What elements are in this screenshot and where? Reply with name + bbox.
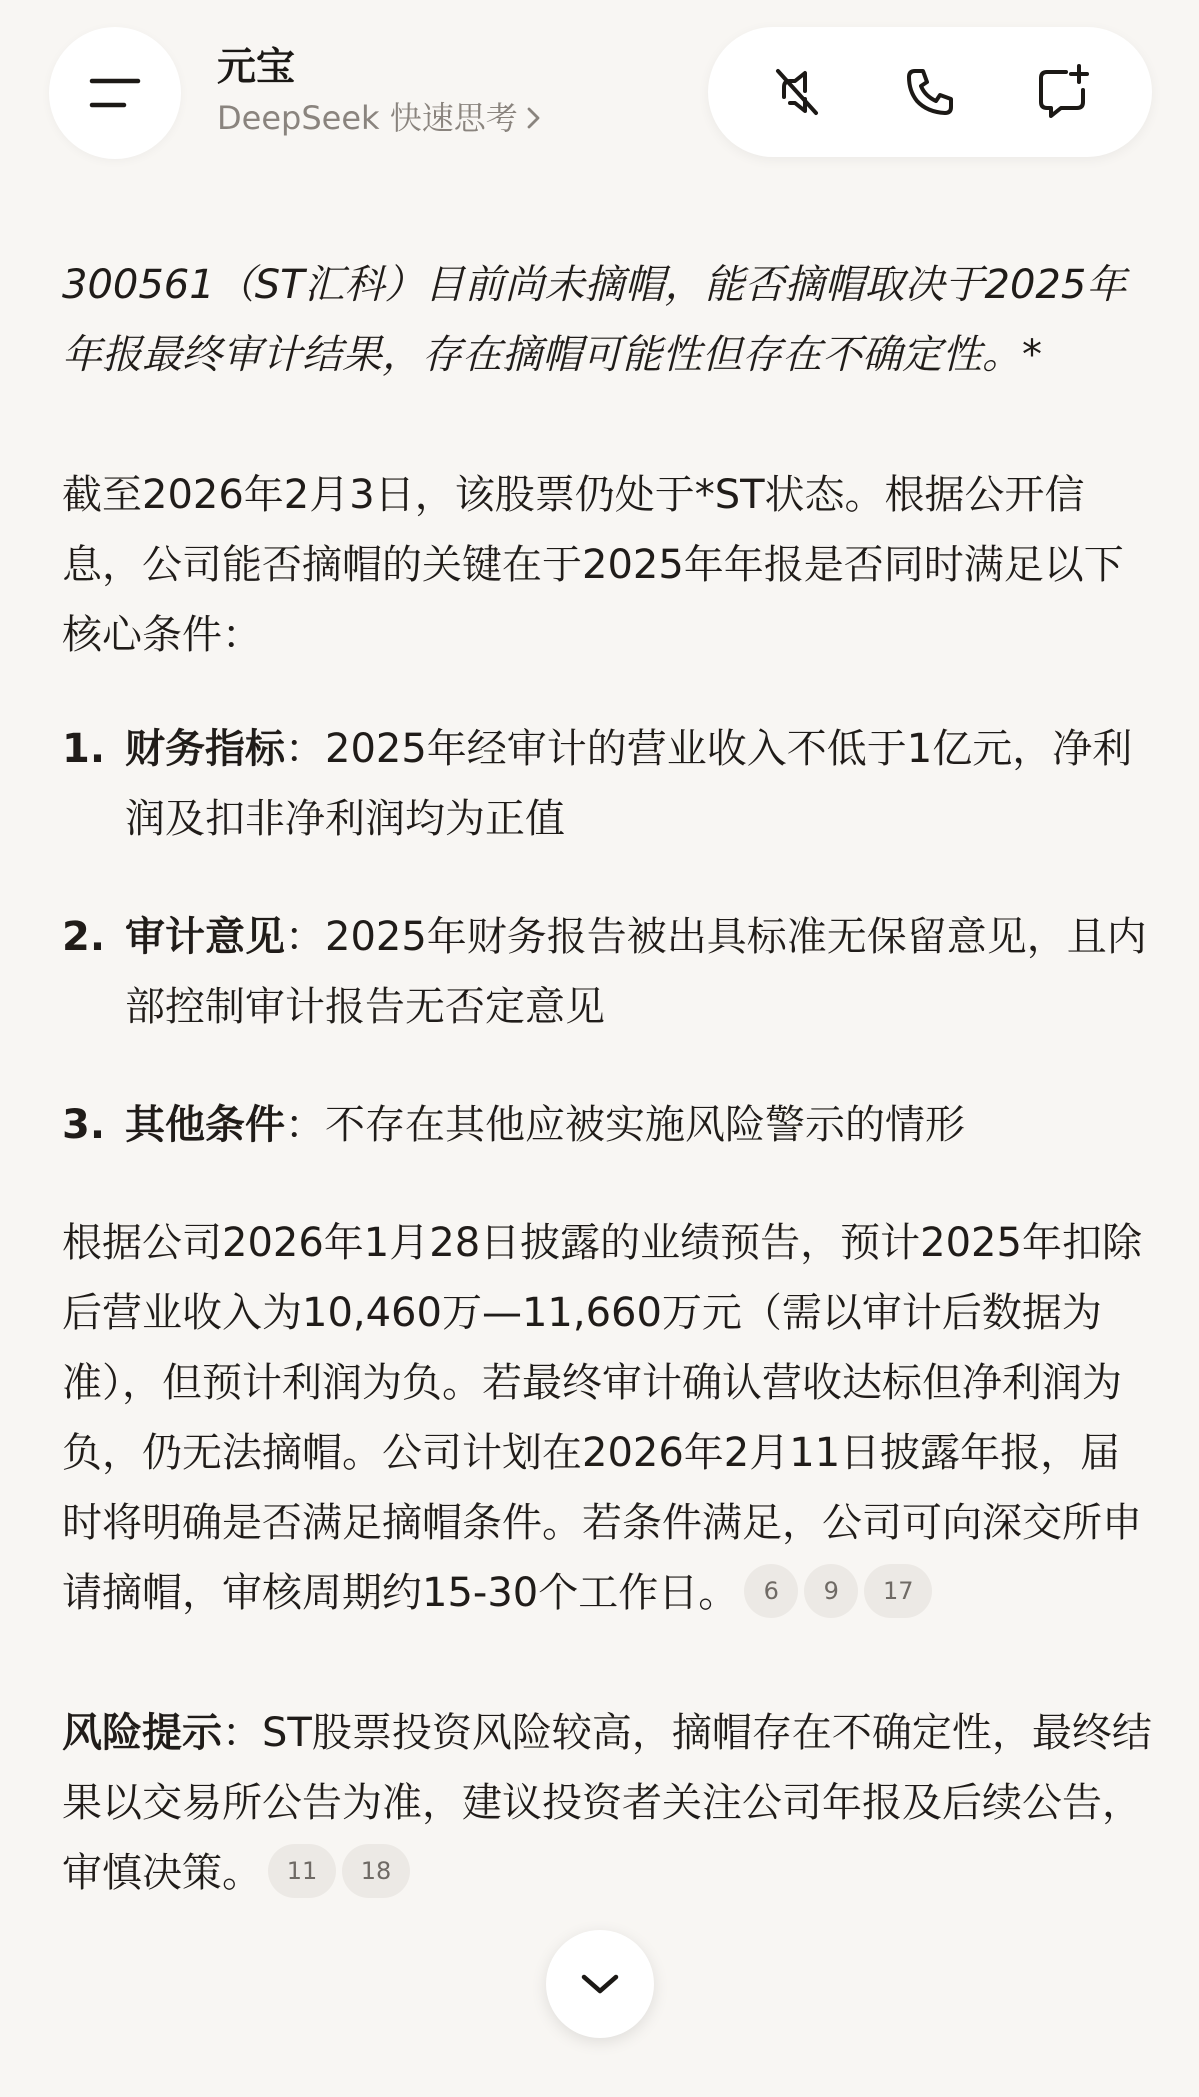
condition-item: [62, 714, 1152, 854]
answer-summary: 300561（ST汇科）目前尚未摘帽，能否摘帽取决于2025年年报最终审计结果，存在摘帽可能性但存在不确定性。*: [62, 262, 1127, 378]
condition-list: [62, 714, 1152, 1160]
spacer: [62, 670, 1152, 714]
model-label: DeepSeek 快速思考: [217, 99, 518, 137]
assistant-message: [62, 250, 1152, 1908]
condition-body: [125, 902, 1152, 1042]
risk-text: ST股票投资风险较高，摘帽存在不确定性，最终结果以交易所公告为准，建议投资者关注公司年报及后续公告，审慎决策。: [62, 1710, 1152, 1896]
spacer: [62, 390, 1152, 460]
status-paragraph: 截至2026年2月3日，该股票仍处于*ST状态。根据公开信息，公司能否摘帽的关键在于2025年年报是否同时满足以下核心条件：: [62, 472, 1124, 658]
condition-separator: ：: [285, 1102, 325, 1148]
condition-separator: ：: [285, 726, 325, 772]
forecast-text: 根据公司2026年1月28日披露的业绩预告，预计2025年扣除后营业收入为10,460万—11,660万元（需以审计后数据为准），但预计利润为负。若最终审计确认营收达标但净利润为负，仍无法摘帽。公司计划在2026年2月11日披露年报，届时将明确是否满足摘帽条件。若条件满足，公司可向深交所申请摘帽，审核周期约15-30个工作日。: [62, 1220, 1142, 1616]
condition-number: 2.: [62, 914, 106, 960]
chevron-down-icon: [578, 1970, 622, 1998]
condition-text: 2025年经审计的营业收入不低于1亿元，净利润及扣非净利润均为正值: [125, 726, 1133, 842]
condition-body: [125, 714, 1152, 854]
citation-badge[interactable]: 11: [268, 1844, 336, 1898]
speaker-muted-icon: [768, 63, 826, 121]
condition-item: [62, 902, 1152, 1042]
citation-badge[interactable]: 18: [342, 1844, 410, 1898]
condition-separator: ：: [285, 914, 325, 960]
condition-number: 1.: [62, 726, 106, 772]
top-bar: [0, 0, 1199, 190]
scroll-to-bottom-button[interactable]: [546, 1930, 654, 2038]
app-title: 元宝: [217, 45, 296, 90]
conversation-title-block[interactable]: [217, 44, 542, 140]
risk-paragraph: [62, 1698, 1152, 1908]
condition-title: 财务指标: [125, 726, 285, 772]
risk-label: 风险提示: [62, 1710, 222, 1756]
citation-badge[interactable]: 17: [864, 1564, 932, 1618]
new-chat-button[interactable]: [1015, 44, 1111, 140]
menu-button[interactable]: [49, 27, 181, 159]
condition-item: [62, 1090, 1152, 1160]
mute-button[interactable]: [749, 44, 845, 140]
condition-body: [125, 1090, 1152, 1160]
condition-title: 其他条件: [125, 1102, 285, 1148]
model-selector[interactable]: [217, 96, 542, 140]
spacer: [62, 1628, 1152, 1698]
citation-badge[interactable]: 6: [744, 1564, 798, 1618]
citation-badge[interactable]: 9: [804, 1564, 858, 1618]
condition-title: 审计意见: [125, 914, 285, 960]
condition-number: 3.: [62, 1102, 106, 1148]
menu-icon: [88, 73, 142, 113]
header-action-group: [708, 27, 1152, 157]
condition-text: 2025年财务报告被出具标准无保留意见，且内部控制审计报告无否定意见: [125, 914, 1147, 1030]
phone-icon: [901, 63, 959, 121]
call-button[interactable]: [882, 44, 978, 140]
forecast-paragraph: [62, 1208, 1152, 1628]
condition-text: 不存在其他应被实施风险警示的情形: [325, 1102, 965, 1148]
risk-separator: ：: [222, 1710, 262, 1756]
chevron-right-icon: [526, 104, 542, 132]
new-chat-icon: [1033, 62, 1093, 122]
